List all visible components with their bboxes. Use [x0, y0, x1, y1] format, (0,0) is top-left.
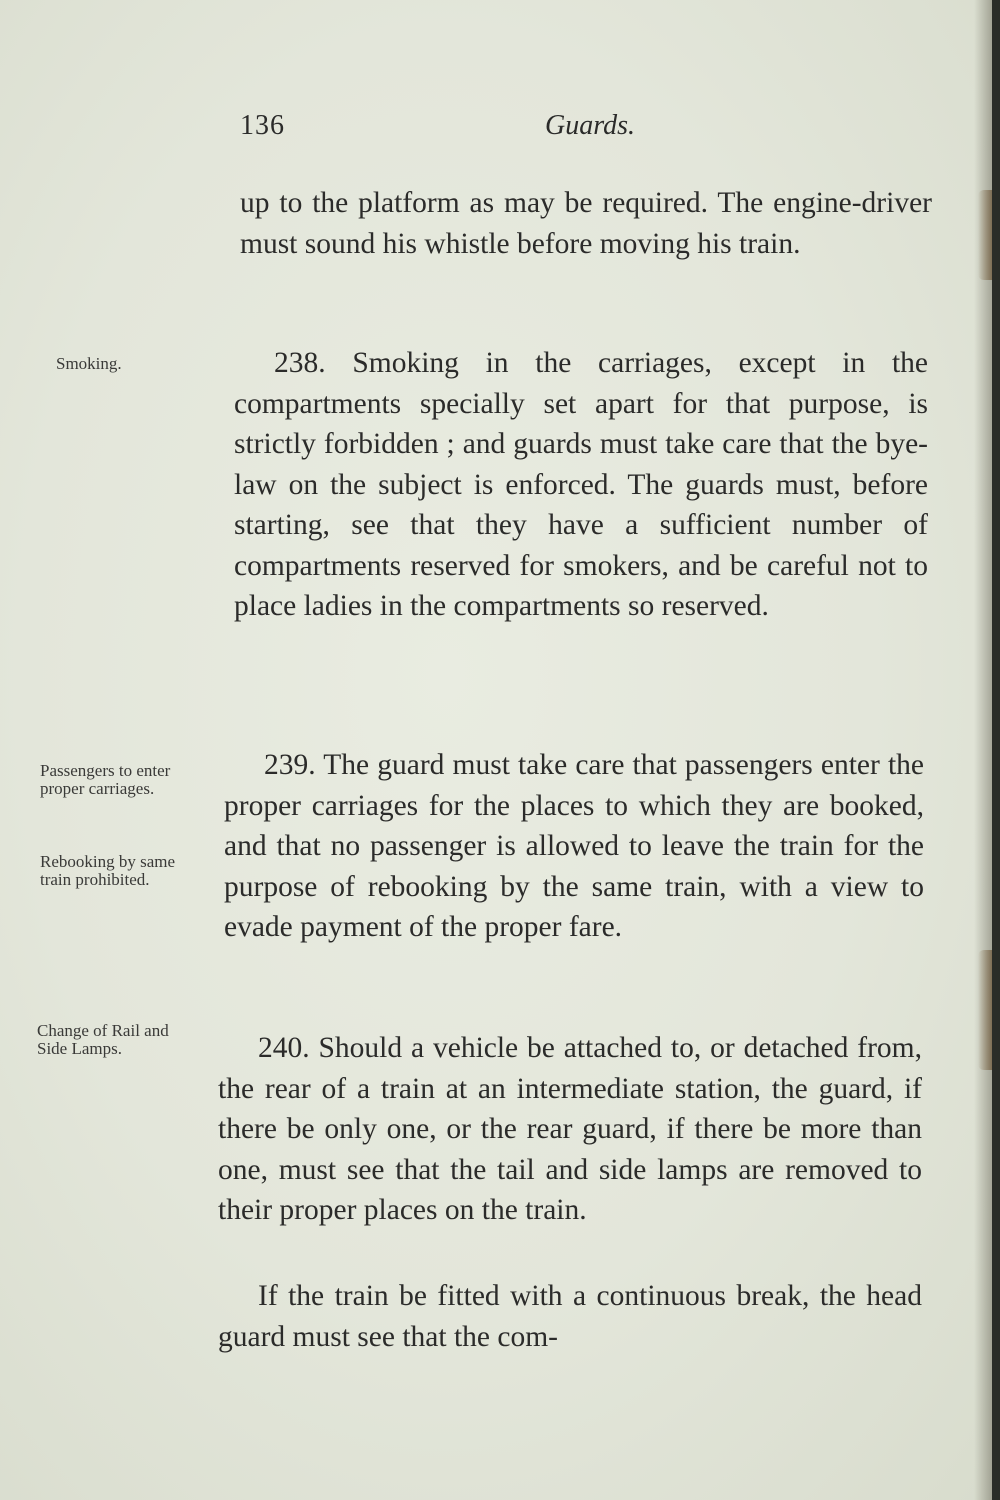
margin-note-rebooking: Rebooking by same train prohibited. — [40, 852, 176, 889]
paragraph-continued: up to the platform as may be required. The engine-driver must sound his whistle before moving his train. — [240, 187, 932, 260]
running-head: Guards. — [545, 110, 635, 141]
paragraph-240: 240. Should a vehicle be attached to, or detached from, the rear of a train at an intermediate station, the guard, if there be only one, or the rear guard, if there be more than one, must see that the tail and side lamps are removed to their proper places on the train. — [218, 1032, 922, 1226]
spine-shadow — [974, 0, 992, 1500]
paragraph-238: 238. Smoking in the carriages, except in the compartments specially set apart for that purpose, is strictly forbidden ; and guards must take care that the bye-law on the subject is enforced. The guards must, before starting, see that they have a sufficient number of compartments reserved for smokers, and be careful not to place ladies in the compartments so reserved. — [234, 347, 928, 622]
margin-note-smoking: Smoking. — [56, 354, 122, 373]
margin-note-lamps: Change of Rail and Side Lamps. — [37, 1021, 169, 1058]
paragraph-240-continued: If the train be fitted with a continuous break, the head guard must see that the com- — [218, 1280, 922, 1353]
page-header — [240, 110, 930, 150]
page-number: 136 — [240, 110, 285, 141]
margin-note-passengers: Passengers to enter proper carriages. — [40, 761, 171, 798]
paragraph-239: 239. The guard must take care that passengers enter the proper carriages for the places to which they are booked, and that no passenger is allowed to leave the train for the purpose of rebooking by the same train, with a view to evade payment of the proper fare. — [224, 749, 924, 943]
